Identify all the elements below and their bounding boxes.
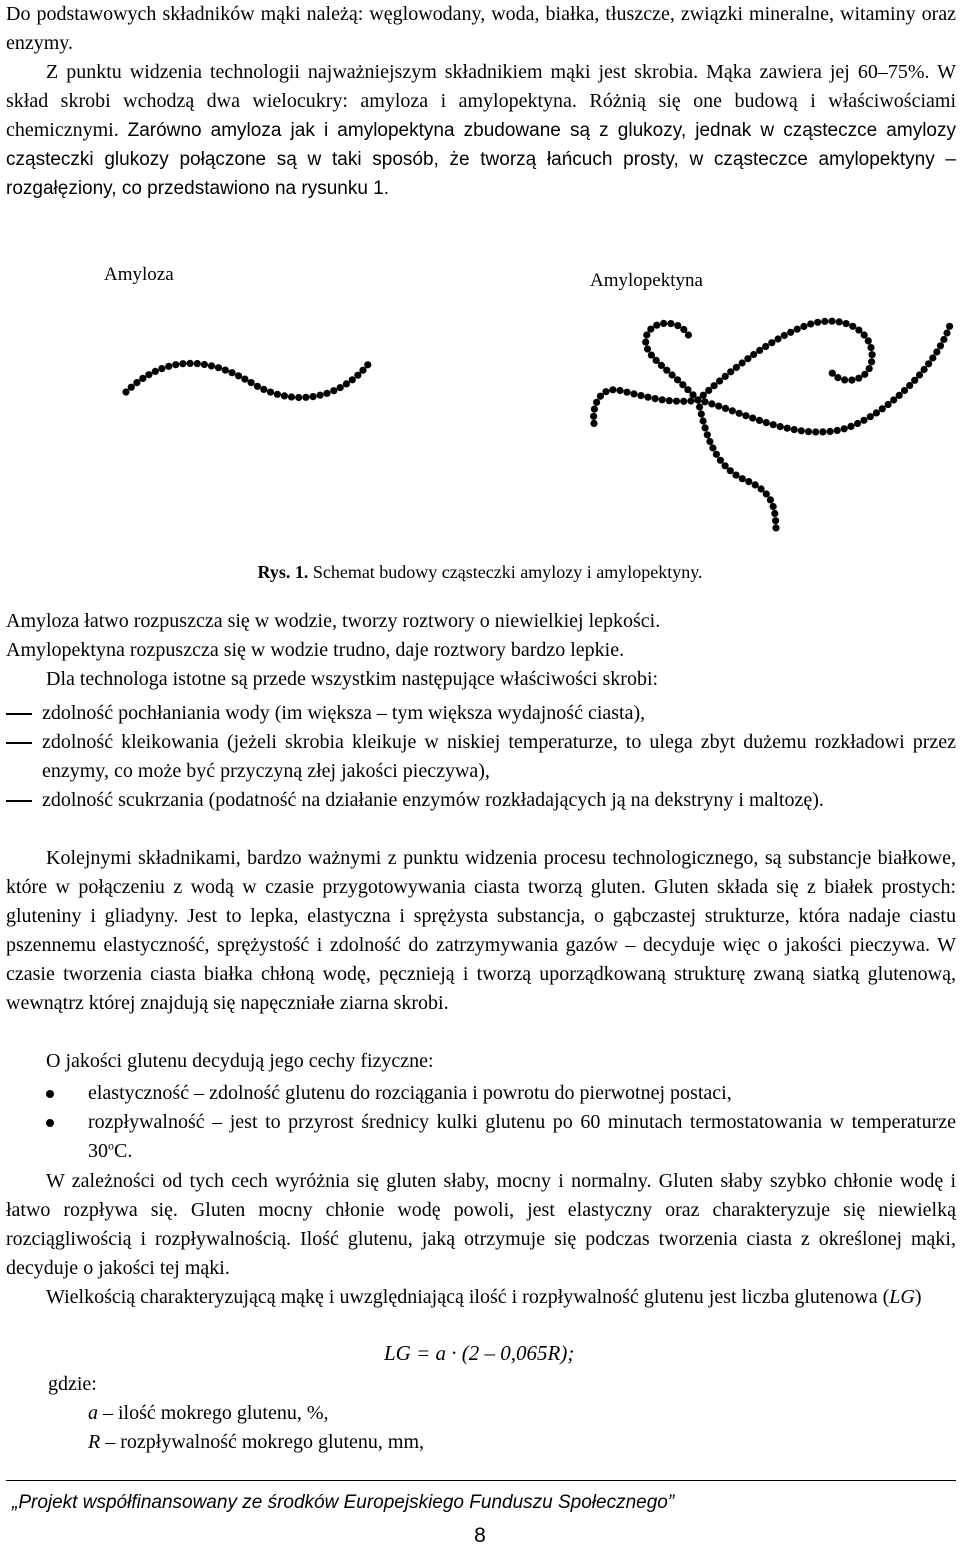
glucose-unit <box>784 425 791 432</box>
glucose-unit <box>241 376 248 383</box>
glucose-unit <box>752 481 759 488</box>
caption-text: Schemat budowy cząsteczki amylozy i amylopektyny. <box>308 562 703 582</box>
starch-molecule-figure <box>0 0 960 560</box>
glucose-unit <box>680 326 687 333</box>
glucose-unit <box>901 387 908 394</box>
glucose-unit <box>637 392 644 399</box>
glucose-unit <box>774 335 781 342</box>
lg-symbol: LG <box>889 1286 915 1308</box>
gluten-formula: LG = a · (2 – 0,065R); <box>384 1341 575 1365</box>
glucose-unit <box>330 387 337 394</box>
glucose-unit <box>865 337 872 344</box>
bullet-marker <box>46 1119 54 1127</box>
glucose-unit <box>848 377 855 384</box>
glucose-unit <box>643 331 650 338</box>
glucose-unit <box>667 320 674 327</box>
glucose-unit <box>254 383 261 390</box>
glucose-unit <box>906 382 913 389</box>
glucose-unit <box>187 360 194 367</box>
glucose-unit <box>642 339 649 346</box>
starch-structure-text: Zarówno amyloza jak i amylopektyna zbudowane są z glukozy, jednak w cząsteczce amylozy cząsteczki glukozy połączone są w taki sposób, że tworzą łańcuch prosty, w cząsteczce amylopektyny – rozgałęziony, co przedstawiono na rysunku 1. <box>6 120 956 199</box>
solubility-paragraph <box>6 607 956 665</box>
glucose-unit <box>145 371 152 378</box>
properties-lead-text: Dla technologa istotne są przede wszystkim następujące właściwości skrobi: <box>46 668 659 690</box>
glucose-unit <box>758 485 765 492</box>
glucose-unit <box>879 405 886 412</box>
glucose-unit <box>698 410 705 417</box>
glucose-unit <box>929 354 936 361</box>
glucose-unit <box>704 431 711 438</box>
glucose-unit <box>705 387 712 394</box>
glucose-unit <box>179 360 186 367</box>
glucose-unit <box>933 348 940 355</box>
glucose-unit <box>772 524 779 531</box>
glucose-unit <box>925 360 932 367</box>
glucose-unit <box>694 396 701 403</box>
glucose-unit <box>590 413 597 420</box>
glucose-unit <box>152 368 159 375</box>
glucose-unit <box>770 421 777 428</box>
list-item <box>6 1079 956 1108</box>
footer-divider <box>6 1480 956 1481</box>
intro-text: Do podstawowych składników mąki należą: węglowodany, woda, białka, tłuszcze, związki mineralne, witaminy oraz enzymy. <box>6 3 956 54</box>
glucose-unit <box>867 344 874 351</box>
glucose-unit <box>696 403 703 410</box>
bullet-unit: C. <box>114 1140 133 1162</box>
glucose-unit <box>687 397 694 404</box>
glucose-unit <box>868 358 875 365</box>
list-item <box>6 786 956 815</box>
glucose-unit <box>673 398 680 405</box>
glucose-unit <box>652 395 659 402</box>
glucose-unit <box>644 345 651 352</box>
glucose-unit <box>158 365 165 372</box>
glucose-unit <box>916 371 923 378</box>
glucose-unit <box>591 406 598 413</box>
glucose-unit <box>770 503 777 510</box>
list-item-text <box>6 1108 956 1166</box>
glucose-unit <box>609 386 616 393</box>
glucose-unit <box>812 428 819 435</box>
glucose-unit <box>235 372 242 379</box>
glucose-unit <box>791 426 798 433</box>
glucose-unit <box>829 370 836 377</box>
glucose-unit <box>689 391 696 398</box>
glucose-unit <box>896 392 903 399</box>
glucose-unit <box>659 396 666 403</box>
glucose-unit <box>772 517 779 524</box>
lg-text: Wielkością charakteryzującą mąkę i uwzględniającą ilość i rozpływalność glutenu jest liczba glutenowa ( <box>46 1286 890 1308</box>
glucose-unit <box>172 361 179 368</box>
glucose-unit <box>750 351 757 358</box>
glucose-unit <box>648 352 655 359</box>
glucose-unit <box>674 376 681 383</box>
glucose-unit <box>814 319 821 326</box>
amylopektyna-solubility: Amylopektyna rozpuszcza się w wodzie trudno, daje roztwory bardzo lepkie. <box>6 639 625 661</box>
glucose-unit <box>281 392 288 399</box>
glucose-unit <box>800 323 807 330</box>
glucose-unit <box>768 339 775 346</box>
glucose-unit <box>763 490 770 497</box>
glucose-unit <box>228 369 235 376</box>
glucose-unit <box>323 390 330 397</box>
amylopectin-chain <box>590 318 953 532</box>
glucose-unit <box>855 327 862 334</box>
glucose-unit <box>736 410 743 417</box>
strength-paragraph <box>6 1167 956 1283</box>
list-item <box>6 699 956 728</box>
glucose-unit <box>732 472 739 479</box>
bullet-text: rozpływalność – jest to przyrost średnicy kulki glutenu po 60 minutach termostatowania w temperaturze 30 <box>88 1111 956 1162</box>
glucose-unit <box>807 320 814 327</box>
glucose-unit <box>666 397 673 404</box>
glucose-unit <box>756 417 763 424</box>
glucose-unit <box>729 407 736 414</box>
list-item-text: zdolność kleikowania (jeżeli skrobia kleikuje w niskiej temperaturze, to ulega zbyt dużemu rozkładowi przez enzymy, co może być przyczyną złej jakości pieczywa), <box>42 731 956 782</box>
amylose-chain <box>122 360 371 401</box>
glucose-unit <box>717 457 724 464</box>
definition-a-text: – ilość mokrego glutenu, %, <box>98 1402 329 1424</box>
glucose-unit <box>756 347 763 354</box>
glucose-unit <box>943 329 950 336</box>
degree-sup: o <box>108 1138 114 1153</box>
glucose-unit <box>349 376 356 383</box>
quality-lead-text: O jakości glutenu decydują jego cechy fizyczne: <box>46 1050 434 1072</box>
glucose-unit <box>744 355 751 362</box>
glucose-unit <box>733 364 740 371</box>
glucose-unit <box>165 363 172 370</box>
glucose-unit <box>680 398 687 405</box>
glucose-unit <box>274 391 281 398</box>
glucose-unit <box>709 444 716 451</box>
page-number: 8 <box>474 1524 486 1547</box>
glucose-unit <box>866 365 873 372</box>
glucose-unit <box>794 326 801 333</box>
glucose-unit <box>739 475 746 482</box>
glucose-unit <box>644 394 651 401</box>
where-label: gdzie: <box>48 1373 97 1395</box>
glucose-unit <box>194 360 201 367</box>
glucose-unit <box>847 423 854 430</box>
glucose-unit <box>940 336 947 343</box>
glucose-unit <box>745 478 752 485</box>
glucose-unit <box>861 331 868 338</box>
starch-text: Z punktu widzenia technologii najważniejszym składnikiem mąki jest skrobia. Mąka zawiera jej 60–75%. W skład skrobi wchodzą dwa wielocukry: amyloza i amylopektyna. Różnią się one budową i właściwościami chemicznymi. <box>6 61 956 141</box>
glucose-unit <box>854 420 861 427</box>
glucose-unit <box>715 403 722 410</box>
glucose-unit <box>700 417 707 424</box>
figure-caption <box>0 562 960 583</box>
glucose-unit <box>364 361 371 368</box>
glucose-unit <box>798 427 805 434</box>
glucose-unit <box>701 398 708 405</box>
amyloza-solubility: Amyloza łatwo rozpuszcza się w wodzie, tworzy roztwory o niewielkiej lepkości. <box>6 610 661 632</box>
glucose-unit <box>288 393 295 400</box>
lg-paragraph <box>6 1283 956 1312</box>
glucose-unit <box>834 374 841 381</box>
definition-r-text: – rozpływalność mokrego glutenu, mm, <box>100 1431 425 1453</box>
glucose-unit <box>623 389 630 396</box>
glucose-unit <box>706 438 713 445</box>
list-item-text: elastyczność – zdolność glutenu do rozciągania i powrotu do pierwotnej postaci, <box>88 1082 732 1104</box>
glucose-unit <box>711 382 718 389</box>
quality-lead <box>6 1047 956 1076</box>
glucose-unit <box>921 366 928 373</box>
symbol-r: R <box>88 1431 101 1453</box>
glucose-unit <box>215 364 222 371</box>
glucose-unit <box>742 412 749 419</box>
glucose-unit <box>861 371 868 378</box>
glucose-unit <box>660 320 667 327</box>
glucose-unit <box>843 320 850 327</box>
glucose-unit <box>805 428 812 435</box>
glucose-unit <box>590 420 597 427</box>
glucose-unit <box>762 343 769 350</box>
gluten-paragraph <box>6 844 956 1018</box>
bullet-marker <box>46 1090 54 1098</box>
glucose-unit <box>674 322 681 329</box>
glucose-unit <box>867 413 874 420</box>
symbol-a: a <box>88 1402 98 1424</box>
glucose-unit <box>722 373 729 380</box>
glucose-unit <box>702 424 709 431</box>
glucose-unit <box>836 318 843 325</box>
glucose-unit <box>722 405 729 412</box>
glucose-unit <box>260 386 267 393</box>
glucose-unit <box>828 318 835 325</box>
glucose-unit <box>248 379 255 386</box>
glucose-unit <box>821 318 828 325</box>
glucose-unit <box>849 323 856 330</box>
glucose-unit <box>841 425 848 432</box>
glucose-unit <box>869 351 876 358</box>
list-item-text: zdolność scukrzania (podatność na działanie enzymów rozkładających ją na dekstryny i maltozę). <box>42 789 824 811</box>
glucose-unit <box>616 387 623 394</box>
glucose-unit <box>317 392 324 399</box>
glucose-unit <box>133 379 140 386</box>
glucose-unit <box>727 368 734 375</box>
glucose-unit <box>819 428 826 435</box>
glucose-unit <box>669 371 676 378</box>
strength-text: W zależności od tych cech wyróżnia się gluten słaby, mocny i normalny. Gluten słaby szybko chłonie wodę i łatwo rozpływa się. Gluten mocny chłonie wodę powoli, jest elastyczny oraz charakteryzuje się niewielką rozciągliwością i rozpływalnością. Ilość glutenu, jaką otrzymuje się podczas tworzenia ciasta z określonej mąki, decyduje o jakości tej mąki. <box>6 1170 956 1279</box>
glucose-unit <box>208 362 215 369</box>
glucose-unit <box>787 329 794 336</box>
glucose-unit <box>647 326 654 333</box>
definition-a <box>88 1402 329 1425</box>
glucose-unit <box>781 332 788 339</box>
glucose-unit <box>767 496 774 503</box>
glucose-unit <box>295 394 302 401</box>
glucose-unit <box>359 367 366 374</box>
amylopektyna-label: Amylopektyna <box>590 270 703 291</box>
glucose-unit <box>771 510 778 517</box>
glucose-unit <box>128 384 135 391</box>
glucose-unit <box>841 376 848 383</box>
glucose-unit <box>201 361 208 368</box>
list-item <box>6 728 956 786</box>
glucose-unit <box>630 390 637 397</box>
list-item-text: zdolność pochłaniania wody (im większa – tym większa wydajność ciasta), <box>42 702 646 724</box>
glucose-unit <box>937 342 944 349</box>
glucose-unit <box>597 393 604 400</box>
glucose-unit <box>309 393 316 400</box>
caption-number: Rys. 1. <box>257 562 309 582</box>
glucose-unit <box>139 375 146 382</box>
glucose-unit <box>749 415 756 422</box>
glucose-unit <box>302 394 309 401</box>
definition-r <box>88 1431 424 1454</box>
glucose-unit <box>834 427 841 434</box>
glucose-unit <box>890 396 897 403</box>
lg-close: ) <box>914 1286 922 1308</box>
gluten-text: Kolejnymi składnikami, bardzo ważnymi z punktu widzenia procesu technologicznego, są substancje białkowe, które w połączeniu z wodą w czasie przygotowywania ciasta tworzą gluten. Gluten składa się z białek prostych: gluteniny i gliadyny. Jest to lepka, elastyczna i sprężysta substancja, o gąbczastej strukturze, która nadaje ciastu pszennemu elastyczność, sprężystość i zdolność do zatrzymywania gazów – decyduje więc o jakości pieczywa. W czasie tworzenia ciasta białka chłoną wodę, pęcznieją i tworzą uporządkowaną strukturę zwaną siatką glutenową, wewnątrz której znajdują się napęczniałe ziarna skrobi. <box>6 847 956 1014</box>
glucose-unit <box>855 375 862 382</box>
glucose-unit <box>337 384 344 391</box>
list-item <box>6 1108 956 1166</box>
glucose-unit <box>593 399 600 406</box>
glucose-unit <box>679 381 686 388</box>
glucose-unit <box>685 331 692 338</box>
glucose-unit <box>708 400 715 407</box>
glucose-unit <box>716 377 723 384</box>
footer-note: „Projekt współfinansowany ze środków Europejskiego Funduszu Społecznego” <box>12 1492 675 1513</box>
glucose-unit <box>777 423 784 430</box>
glucose-unit <box>602 388 609 395</box>
glucose-unit <box>343 380 350 387</box>
glucose-unit <box>946 323 953 330</box>
glucose-unit <box>222 367 229 374</box>
glucose-unit <box>267 389 274 396</box>
glucose-unit <box>739 359 746 366</box>
glucose-unit <box>885 401 892 408</box>
properties-lead <box>6 665 956 694</box>
glucose-unit <box>873 409 880 416</box>
glucose-unit <box>653 322 660 329</box>
amyloza-label: Amyloza <box>104 264 174 285</box>
glucose-unit <box>860 417 867 424</box>
glucose-unit <box>727 467 734 474</box>
glucose-unit <box>827 428 834 435</box>
glucose-unit <box>658 362 665 369</box>
glucose-unit <box>713 451 720 458</box>
glucose-unit <box>763 419 770 426</box>
